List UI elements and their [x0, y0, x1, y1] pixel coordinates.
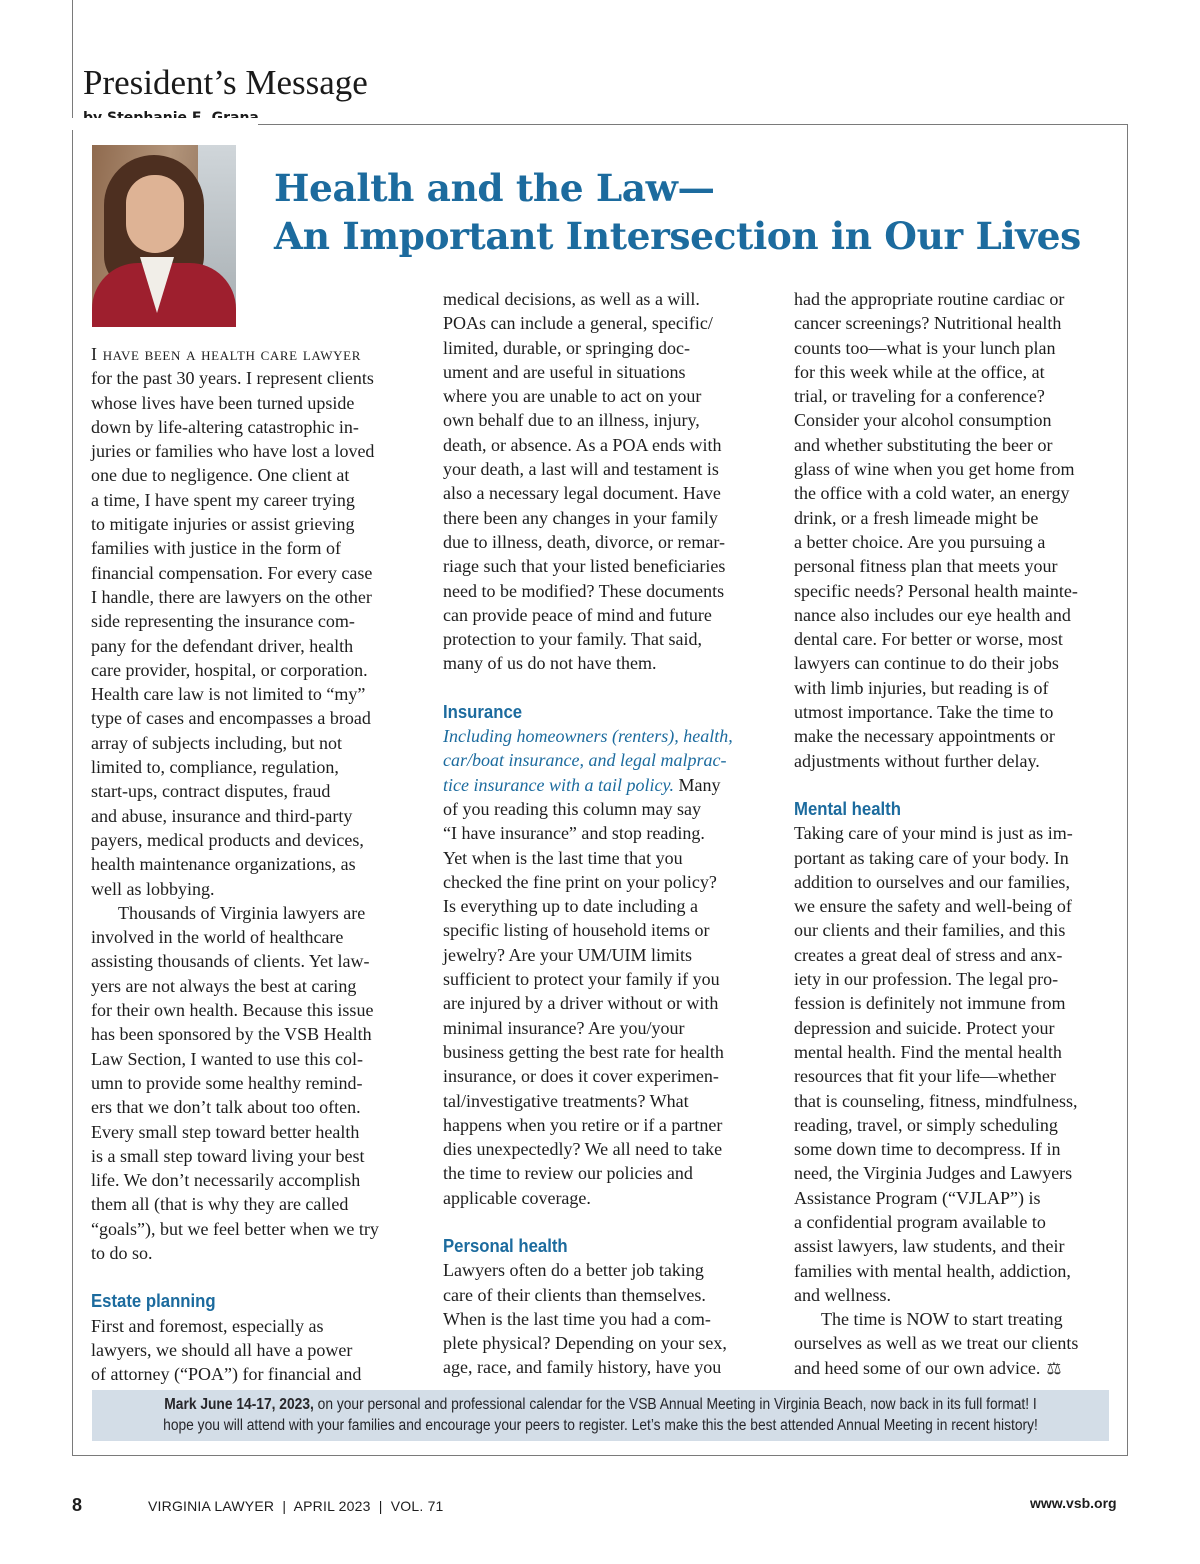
notice-line-2: hope you will attend with your families and encourage your peers to register. Let’s make this the best attended Annual Meeting in recent history!: [163, 1417, 1038, 1434]
page-number: 8: [72, 1495, 83, 1515]
intro-paragraph: [91, 342, 409, 901]
author-photo: [92, 145, 236, 327]
heading-personal-health: Personal health: [443, 1235, 568, 1256]
headline-line-2: An Important Intersection in Our Lives: [274, 214, 1081, 258]
annual-meeting-notice: [92, 1390, 1109, 1441]
heading-mental-health: Mental health: [794, 798, 901, 819]
intro-text: for the past 30 years. I represent clients whose lives have been turned upside down by life-altering catastrophic in- juries or families who have lost a loved one due to negligence. One client at a time, I have spent my career trying to mitigate injuries or assist grieving families with justice in the form of financial compensation. For every case I handle, there are lawyers on the other side representing the insurance com- pany for the defendant driver, health care provider, hospital, or corporation. Health care law is not limited to “my” type of cases and encompasses a broad array of subjects including, but not limited to, compliance, regulation, start-ups, contract disputes, fraud and abuse, insurance and third-party payers, medical products and devices, health maintenance organizations, as well as lobbying.: [91, 368, 375, 899]
insurance-paragraph: [443, 724, 763, 1210]
scales-of-justice-icon: ⚖: [1046, 1358, 1062, 1379]
column-2: [443, 287, 763, 1380]
column-1: [91, 342, 409, 1386]
heading-estate-planning: Estate planning: [91, 1291, 216, 1312]
paragraph-2: Thousands of Virginia lawyers are involved in the world of healthcare assisting thousands of clients. Yet law- yers are not always the best at caring for their own health. Because this issue has been sponsored by the VSB Health Law Section, I wanted to use this col- umn to provide some healthy remind- ers that we don’t talk about too often. Every small step toward better health is a small step toward living your best life. We don’t necessarily accomplish them all (that is why they are called “goals”), but we feel better when we try to do so.: [91, 902, 379, 1263]
article-headline: [274, 164, 1154, 260]
mental-health-text: Taking care of your mind is just as im- portant as taking care of your body. In addition to ourselves and our families, we ensure the safety and well-being of our clients and their families, and this creates a great deal of stress and anx- iety in our profession. The legal pro- fession is definitely not immune from depression and suicide. Protect your mental health. Find the mental health resources that fit your life—whether that is counseling, fitness, mindfulness, reading, travel, or simply scheduling some down time to decompress. If in need, the Virginia Judges and Lawyers Assistance Program (“VJLAP”) is a confidential program available to assist lawyers, law students, and their families with mental health, addiction, and wellness.: [794, 823, 1078, 1305]
publication-masthead: VIRGINIA LAWYER | APRIL 2023 | VOL. 71: [148, 1498, 444, 1514]
column-3: [794, 287, 1114, 1381]
section-title: President’s Message: [83, 63, 368, 102]
personal-health-text: Lawyers often do a better job taking care of their clients than themselves. When is the last time you had a com- plete physical? Depending on your sex, age, race, and family history, have you: [443, 1260, 727, 1378]
estate-planning-continued: medical decisions, as well as a will. POAs can include a general, specific/ limited, durable, or springing doc- ument and are useful in situations where you are unable to act on your own behalf due to an illness, injury, death, or absence. As a POA ends with your death, a last will and testament is also a necessary legal document. Have there been any changes in your family due to illness, death, divorce, or remar- riage such that your listed beneficiaries need to be modified? These documents can provide peace of mind and future protection to your family. That said, many of us do not have them.: [443, 289, 726, 674]
notice-line-1: Mark June 14-17, 2023, on your personal and professional calendar for the VSB Annual Meeting in Virginia Beach, now back in its full format! I: [164, 1396, 1037, 1413]
site-url[interactable]: www.vsb.org: [1030, 1495, 1117, 1511]
estate-planning-text: First and foremost, especially as lawyers, we should all have a power of attorney (“POA”) for financial and: [91, 1315, 362, 1385]
insurance-italic-lead: Including homeowners (renters), health, car/boat insurance, and legal malprac- tice insurance with a tail policy.: [443, 726, 733, 795]
insurance-text: Many of you reading this column may say “I have insurance” and stop reading. Yet when is the last time that you checked the fine print on your policy? Is everything up to date including a specific listing of household items or jewelry? Are your UM/UIM limits sufficient to protect your family if you are injured by a driver without or with minimal insurance? Are you/your business getting the best rate for health insurance, or does it cover experimen- tal/investigative treatments? What happens when you retire or if a partner dies unexpectedly? We all need to take the time to review our policies and applicable coverage.: [443, 774, 724, 1208]
heading-insurance: Insurance: [443, 701, 523, 722]
personal-health-continued: had the appropriate routine cardiac or cancer screenings? Nutritional health counts too—what is your lunch plan for this week while at the office, at trial, or traveling for a conference? Consider your alcohol consumption and whether substituting the beer or glass of wine when you get home from the office with a cold water, an energy drink, or a fresh limeade might be a better choice. Are you pursuing a personal fitness plan that meets your specific needs? Personal health mainte- nance also includes our eye health and dental care. For better or worse, most lawyers can continue to do their jobs with limb injuries, but reading is of utmost importance. Take the time to make the necessary appointments or adjustments without further delay.: [794, 289, 1078, 771]
headline-line-1: Health and the Law—: [274, 166, 715, 210]
lead-in-smallcaps: I have been a health care lawyer: [91, 344, 361, 364]
notice-date: Mark June 14-17, 2023,: [164, 1396, 314, 1413]
closing-paragraph: The time is NOW to start treating ourselves as well as we treat our clients and heed some of our own advice. ⚖: [794, 1309, 1079, 1379]
